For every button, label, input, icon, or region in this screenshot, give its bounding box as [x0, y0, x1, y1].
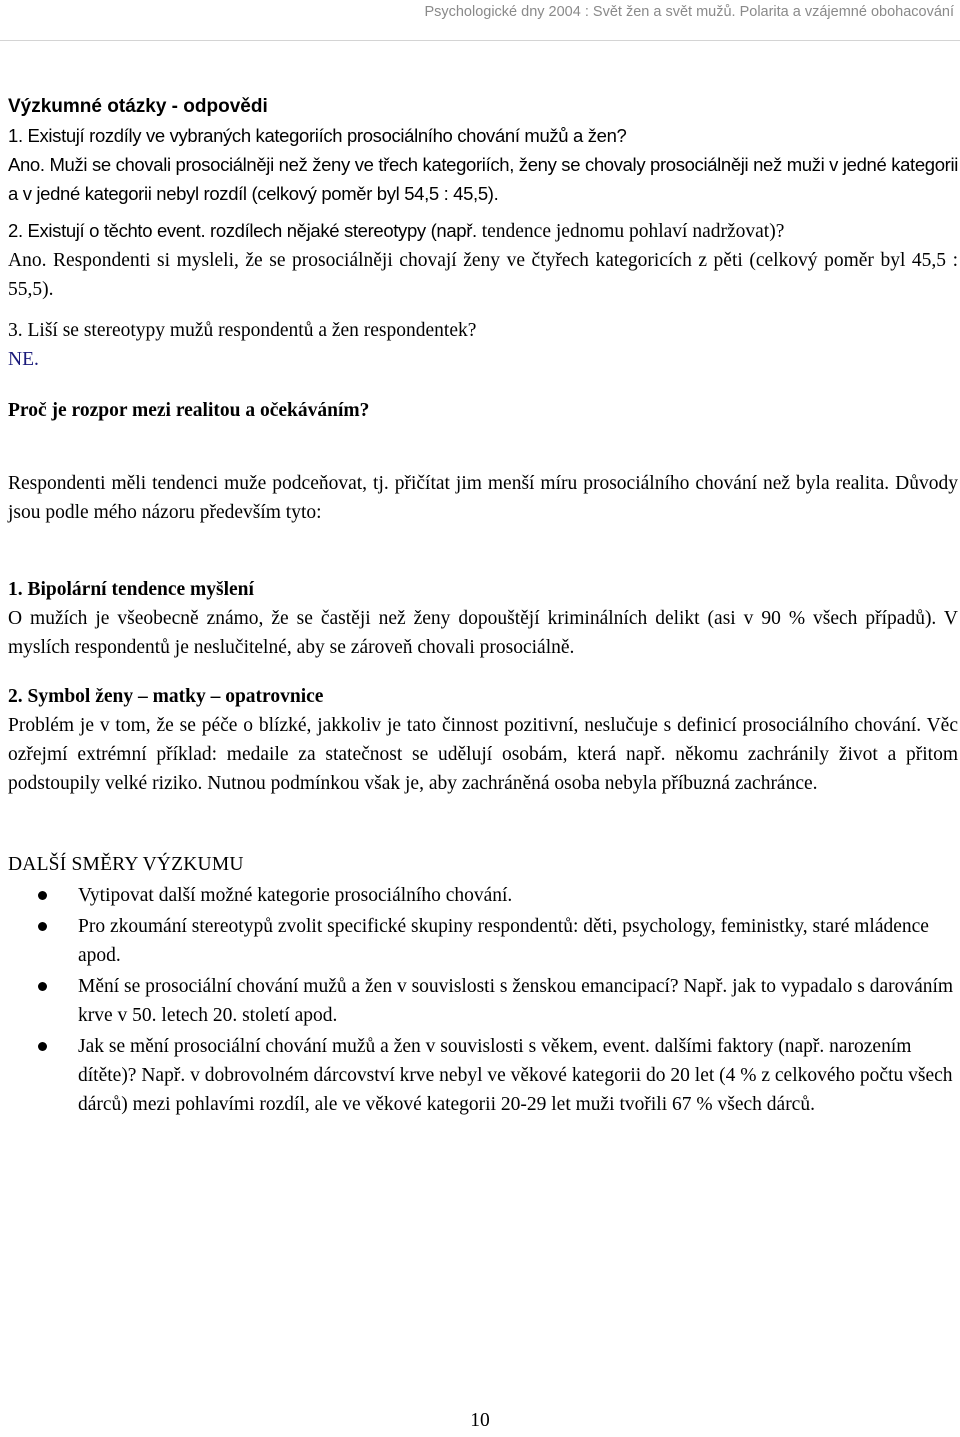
bullet-icon	[38, 922, 47, 931]
document-body	[8, 92, 958, 1119]
section-title: Výzkumné otázky - odpovědi	[8, 96, 268, 117]
answer-1: Ano. Muži se chovali prosociálněji než ženy ve třech kategoriích, ženy se chovaly prosociálněji než muži v jedné kategorii a v jedné kategorii nebyl rozdíl (celkový poměr byl 54,5 : 45,5).	[8, 154, 958, 204]
answer-3: NE.	[8, 349, 39, 370]
reason-1-title: 1. Bipolární tendence myšlení	[8, 579, 254, 600]
question-2-part2: tendence jednomu pohlaví nadržovat)?	[476, 221, 785, 242]
list-item-text: Jak se mění prosociální chování mužů a žen v souvislosti s věkem, event. dalšími faktory (např. narozením dítěte)? Např. v dobrovolném dárcovství krve nebyl ve věkové kategorii do 20 let (4 % z celkového počtu všech dárců) mezi pohlavími rozdíl, ale ve věkové kategorii 20-29 let muži tvořili 67 % všech dárců.	[78, 1036, 953, 1115]
bullet-icon	[38, 891, 47, 900]
header-title: Psychologické dny 2004 : Svět žen a svět mužů. Polarita a vzájemné obohacování	[424, 4, 954, 20]
list-item-text: Pro zkoumání stereotypů zvolit specifické skupiny respondentů: děti, psychology, feministky, staré mládence apod.	[78, 916, 929, 966]
question-1: 1. Existují rozdíly ve vybraných kategoriích prosociálního chování mužů a žen?	[8, 125, 627, 146]
list-item	[8, 1032, 958, 1119]
further-research-list	[8, 881, 958, 1119]
list-item	[8, 881, 958, 910]
bullet-icon	[38, 982, 47, 991]
discrepancy-question: Proč je rozpor mezi realitou a očekáváním?	[8, 400, 370, 421]
page-number: 10	[470, 1410, 490, 1431]
list-item-text: Vytipovat další možné kategorie prosociálního chování.	[78, 885, 513, 906]
discrepancy-intro: Respondenti měli tendenci muže podceňovat, tj. přičítat jim menší míru prosociálního chování než byla realita. Důvody jsou podle mého názoru především tyto:	[8, 473, 958, 523]
page-header	[0, 0, 960, 41]
question-2-part1: 2. Existují o těchto event. rozdílech nějaké stereotypy (např.	[8, 220, 477, 241]
list-item	[8, 972, 958, 1030]
reason-1-text: O mužích je všeobecně známo, že se častěji než ženy dopouštějí kriminálních delikt (asi v 90 % všech případů). V myslích respondentů je neslučitelné, aby se zároveň chovali prosociálně.	[8, 608, 958, 658]
bullet-icon	[38, 1042, 47, 1051]
question-3: 3. Liší se stereotypy mužů respondentů a žen respondentek?	[8, 320, 477, 341]
further-research-heading: DALŠÍ SMĚRY VÝZKUMU	[8, 854, 244, 875]
question-2	[8, 216, 958, 246]
list-item	[8, 912, 958, 970]
reason-2-title: 2. Symbol ženy – matky – opatrovnice	[8, 686, 324, 707]
list-item-text: Mění se prosociální chování mužů a žen v souvislosti s ženskou emancipací? Např. jak to vypadalo s darováním krve v 50. letech 20. století apod.	[78, 976, 954, 1026]
answer-2: Ano. Respondenti si mysleli, že se prosociálněji chovají ženy ve čtyřech kategoricích z pěti (celkový poměr byl 45,5 : 55,5).	[8, 250, 958, 300]
reason-2-text: Problém je v tom, že se péče o blízké, jakkoliv je tato činnost pozitivní, neslučuje s definicí prosociálního chování. Věc ozřejmí extrémní příklad: medaile za statečnost se udělují osobám, která např. někomu zachránily život a přitom podstoupily velké riziko. Nutnou podmínkou však je, aby zachráněná osoba nebyla příbuzná zachránce.	[8, 715, 958, 794]
